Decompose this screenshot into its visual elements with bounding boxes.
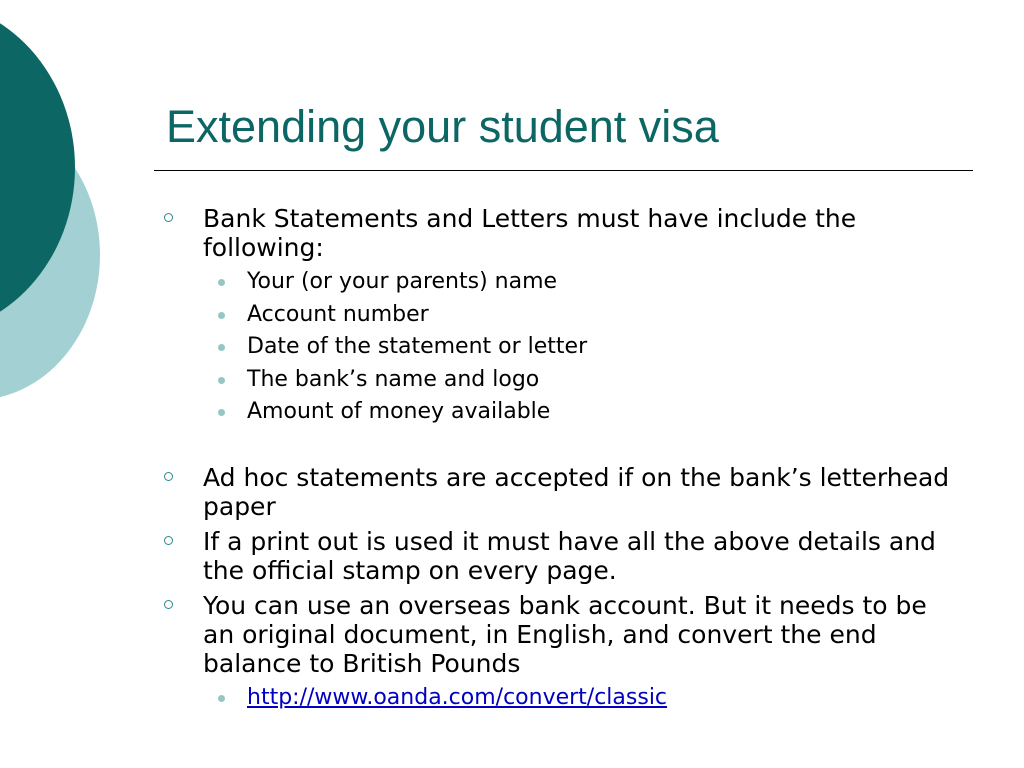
dot-bullet-icon — [218, 312, 225, 319]
dot-bullet-icon — [218, 695, 225, 702]
bullet-overseas-account — [163, 591, 963, 678]
hollow-circle-bullet-icon — [164, 600, 173, 609]
hollow-circle-bullet-icon — [164, 536, 173, 545]
subitem-text: The bank’s name and logo — [247, 366, 540, 392]
hollow-circle-bullet-icon — [164, 472, 173, 481]
hollow-circle-bullet-icon — [164, 213, 173, 222]
subitem-account-number — [163, 299, 963, 332]
bullet-print-out — [163, 527, 963, 585]
subitem-text: Date of the statement or letter — [247, 334, 588, 359]
bullet-text: You can use an overseas bank account. But it needs to be an original document, in English, and convert the end balance to British Pounds — [203, 590, 927, 678]
bullet-bank-statements — [163, 204, 963, 262]
bullet-text: Bank Statements and Letters must have include the following: — [203, 204, 857, 262]
subitem-text: Your (or your parents) name — [247, 269, 558, 294]
bullet-ad-hoc-statements — [163, 463, 963, 521]
subitem-text: Account number — [247, 301, 429, 327]
subitem-link — [163, 682, 963, 715]
subitem-text: Amount of money available — [247, 399, 551, 424]
dot-bullet-icon — [218, 377, 225, 384]
dot-bullet-icon — [218, 279, 225, 286]
dot-bullet-icon — [218, 409, 225, 416]
subitem-amount — [163, 396, 963, 429]
subitem-date — [163, 331, 963, 364]
oanda-convert-link[interactable]: http://www.oanda.com/convert/classic — [247, 684, 668, 710]
dot-bullet-icon — [218, 344, 225, 351]
title-divider — [154, 170, 973, 171]
subitem-bank-name-logo — [163, 364, 963, 397]
bullet-text: Ad hoc statements are accepted if on the bank’s letterhead paper — [203, 462, 950, 521]
slide-title: Extending your student visa — [166, 101, 719, 152]
slide-body — [163, 204, 963, 714]
subitem-name — [163, 266, 963, 299]
bullet-text: If a print out is used it must have all the above details and the official stamp on every page. — [203, 526, 936, 585]
